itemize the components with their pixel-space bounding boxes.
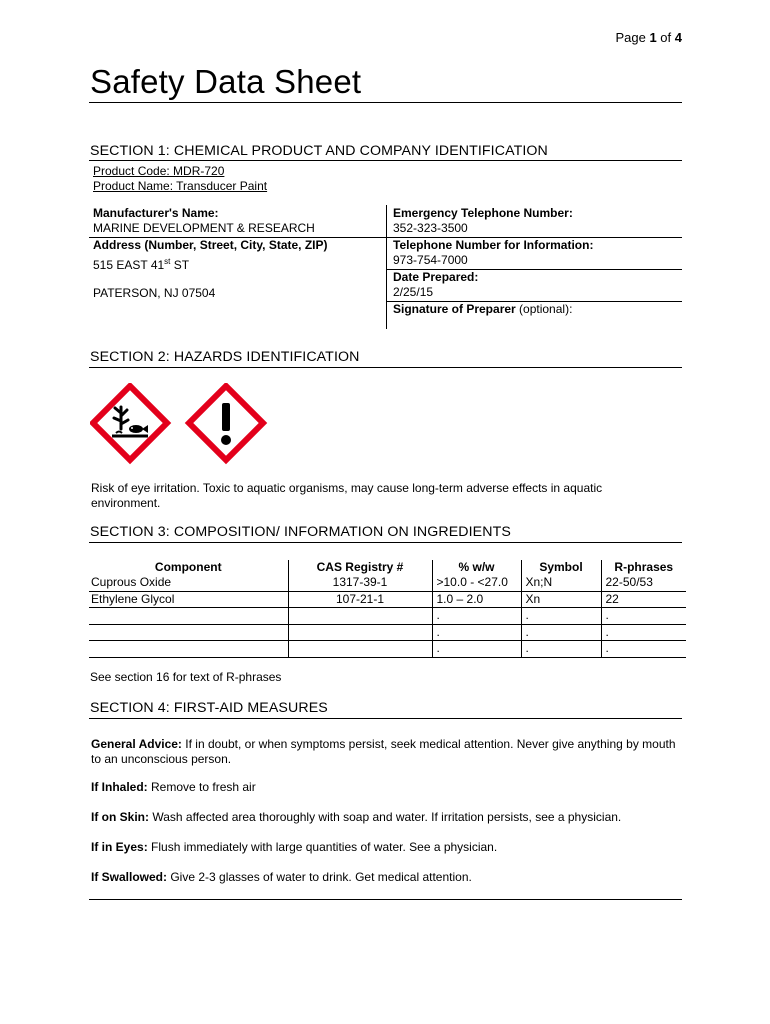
cell-component: Ethylene Glycol xyxy=(89,591,288,608)
page-total: 4 xyxy=(674,30,682,45)
section4-heading: SECTION 4: FIRST-AID MEASURES xyxy=(90,700,328,716)
address-line1 xyxy=(93,254,189,273)
skin-label: If on Skin: xyxy=(91,810,149,824)
table-row xyxy=(89,591,686,608)
eyes-text: Flush immediately with large quantities of water. See a physician. xyxy=(147,840,498,854)
ingredients-table xyxy=(89,560,686,658)
inhaled-label: If Inhaled: xyxy=(91,780,148,794)
address-line2: PATERSON, NJ 07504 xyxy=(93,286,216,300)
cell-cas: 107-21-1 xyxy=(288,591,432,608)
page-of: of xyxy=(660,30,672,45)
header-percent: % w/w xyxy=(432,560,521,575)
table-row xyxy=(89,641,686,658)
header-rphrases: R-phrases xyxy=(601,560,686,575)
section3-heading: SECTION 3: COMPOSITION/ INFORMATION ON INGREDIENTS xyxy=(90,524,511,540)
cell-symbol: . xyxy=(521,624,601,641)
inhaled-text: Remove to fresh air xyxy=(147,780,256,794)
contact-column xyxy=(387,205,682,329)
cell-rphrases: . xyxy=(601,624,686,641)
section1-heading: SECTION 1: CHEMICAL PRODUCT AND COMPANY IDENTIFICATION xyxy=(90,143,548,159)
identification-box xyxy=(89,205,682,329)
cell-component: Cuprous Oxide xyxy=(89,575,288,591)
cell-rphrases: . xyxy=(601,608,686,625)
first-aid-swallowed xyxy=(91,870,676,885)
cell-percent: . xyxy=(432,641,521,658)
cell-component xyxy=(89,608,288,625)
hazard-statement: Risk of eye irritation. Toxic to aquatic organisms, may cause long-term adverse effects in aquatic environment. xyxy=(91,481,603,510)
section2-heading: SECTION 2: HAZARDS IDENTIFICATION xyxy=(90,349,360,365)
first-aid-general xyxy=(91,737,676,767)
swallowed-label: If Swallowed: xyxy=(91,870,168,884)
cell-symbol: Xn;N xyxy=(521,575,601,591)
address-ordinal: st xyxy=(164,257,171,266)
cell-rphrases: 22 xyxy=(601,591,686,608)
manufacturer-value: MARINE DEVELOPMENT & RESEARCH xyxy=(93,221,315,235)
signature-label: Signature of Preparer xyxy=(393,302,516,316)
eyes-label: If in Eyes: xyxy=(91,840,148,854)
cell-component xyxy=(89,641,288,658)
header-cas: CAS Registry # xyxy=(288,560,432,575)
skin-text: Wash affected area thoroughly with soap and water. If irritation persists, see a physician. xyxy=(149,810,622,824)
page-number xyxy=(615,30,682,45)
title-rule xyxy=(89,102,682,103)
cell-symbol: . xyxy=(521,608,601,625)
date-value: 2/25/15 xyxy=(393,285,434,299)
document-title: Safety Data Sheet xyxy=(90,63,362,100)
pictogram-group xyxy=(90,383,270,467)
section4-bottom-rule xyxy=(89,899,682,900)
table-row xyxy=(89,575,686,591)
section1-rule xyxy=(89,160,682,161)
manufacturer-label: Manufacturer's Name: xyxy=(93,206,219,220)
address-street-number: 515 EAST 41 xyxy=(93,258,165,272)
section4-rule xyxy=(89,718,682,719)
exclamation-hazard-icon xyxy=(189,386,263,460)
header-symbol: Symbol xyxy=(521,560,601,575)
info-phone-label: Telephone Number for Information: xyxy=(393,238,594,252)
cell-cas xyxy=(288,608,432,625)
section3-rule xyxy=(89,542,682,543)
general-text: If in doubt, or when symptoms persist, seek medical attention. Never give anything by mouth to an unconscious person. xyxy=(91,737,676,766)
swallowed-text: Give 2-3 glasses of water to drink. Get medical attention. xyxy=(167,870,472,884)
manufacturer-column xyxy=(89,205,387,329)
table-row xyxy=(89,624,686,641)
cell-rphrases: 22-50/53 xyxy=(601,575,686,591)
table-header-row xyxy=(89,560,686,575)
cell-component xyxy=(89,624,288,641)
date-label: Date Prepared: xyxy=(393,270,479,284)
rphrases-note: See section 16 for text of R-phrases xyxy=(90,670,282,684)
cell-percent: . xyxy=(432,608,521,625)
product-code: Product Code: MDR-720 xyxy=(93,164,225,178)
first-aid-eyes xyxy=(91,840,676,855)
cell-symbol: . xyxy=(521,641,601,658)
first-aid-inhaled xyxy=(91,780,676,795)
hazard-pictograms xyxy=(90,383,270,472)
section2-rule xyxy=(89,367,682,368)
cell-percent: . xyxy=(432,624,521,641)
general-label: General Advice: xyxy=(91,737,182,751)
environment-hazard-icon xyxy=(93,386,167,460)
product-name: Product Name: Transducer Paint xyxy=(93,179,268,193)
cell-cas xyxy=(288,641,432,658)
first-aid-skin xyxy=(91,810,676,825)
cell-cas: 1317-39-1 xyxy=(288,575,432,591)
page-label: Page xyxy=(615,30,646,45)
address-label: Address (Number, Street, City, State, ZIP) xyxy=(93,238,328,252)
signature-field xyxy=(393,302,572,317)
emergency-label: Emergency Telephone Number: xyxy=(393,206,573,220)
cell-symbol: Xn xyxy=(521,591,601,608)
cell-rphrases: . xyxy=(601,641,686,658)
page-current: 1 xyxy=(649,30,657,45)
header-component: Component xyxy=(154,560,222,574)
signature-optional: (optional): xyxy=(515,302,573,316)
cell-percent: 1.0 – 2.0 xyxy=(432,591,521,608)
cell-percent: >10.0 - <27.0 xyxy=(432,575,521,591)
address-street-suffix: ST xyxy=(170,258,190,272)
emergency-value: 352-323-3500 xyxy=(393,221,468,235)
table-row xyxy=(89,608,686,625)
info-phone-value: 973-754-7000 xyxy=(393,253,468,267)
cell-cas xyxy=(288,624,432,641)
product-info xyxy=(93,164,267,194)
